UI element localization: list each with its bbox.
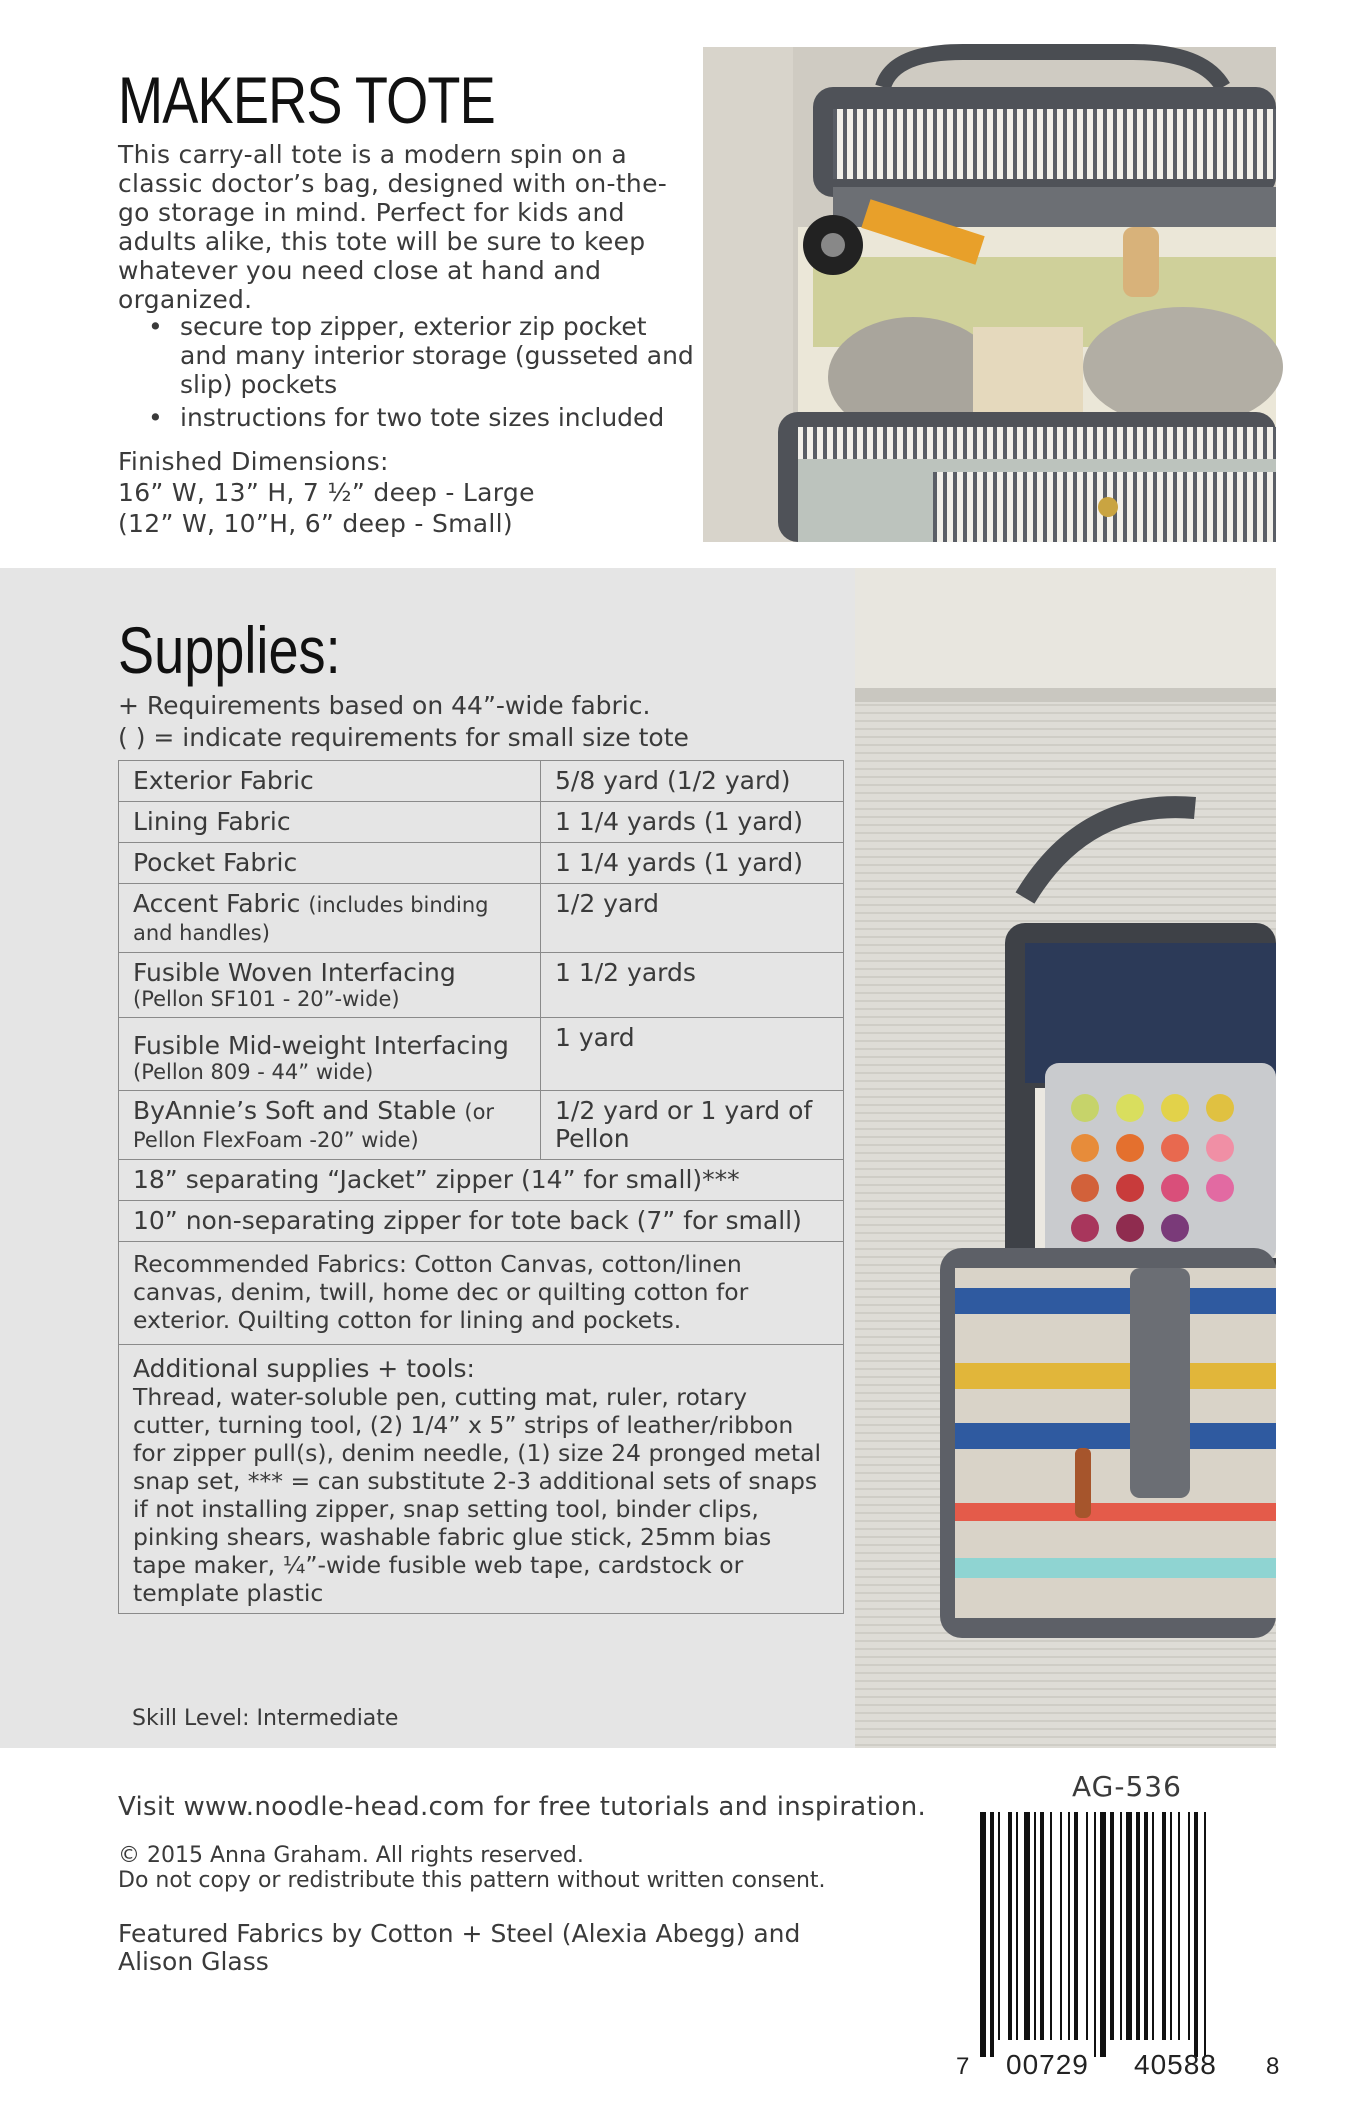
- supply-item: [119, 953, 541, 1018]
- dimensions-small: (12” W, 10”H, 6” deep - Small): [118, 509, 513, 538]
- barcode-bar: [1110, 1812, 1114, 2040]
- barcode-bar: [1040, 1812, 1044, 2040]
- additional-supplies-text: Thread, water-soluble pen, cutting mat, ruler, rotary cutter, turning tool, (2) 1/4” x 5” strips of leather/ribbon for zipper pull(s), denim needle, (1) size 24 pronged metal snap set, *** = can substitute 2-3 additional sets of snaps if not installing zipper, snap setting tool, binder clips, pinking shears, washable fabric glue stick, 25mm bias tape maker, ¼”-wide fusible web tape, cardstock or template plastic: [133, 1383, 822, 1607]
- pattern-title: MAKERS TOTE: [118, 63, 495, 137]
- additional-supplies: [119, 1345, 844, 1614]
- barcode-bar: [1016, 1812, 1018, 2040]
- barcode-bar: [1008, 1812, 1012, 2040]
- barcode-bar: [1120, 1812, 1122, 2040]
- table-row: [119, 843, 844, 884]
- barcode-bar: [1050, 1812, 1052, 2040]
- barcode: [956, 1812, 1280, 2082]
- supply-item-note: (Pellon 809 - 44” wide): [133, 1060, 374, 1084]
- supply-item: Exterior Fabric: [119, 761, 541, 802]
- tote-interior-illustration: [703, 47, 1276, 542]
- supply-amount: 1 yard: [541, 1018, 844, 1091]
- barcode-bar: [990, 1812, 994, 2057]
- barcode-group-right: 40588: [1134, 2049, 1217, 2080]
- barcode-bar: [1126, 1812, 1132, 2040]
- table-row: [119, 884, 844, 953]
- table-row: [119, 761, 844, 802]
- supply-item-name: Accent Fabric: [133, 889, 301, 918]
- zipper-back: 10” non-separating zipper for tote back (7” for small): [119, 1201, 844, 1242]
- table-row: [119, 1345, 844, 1614]
- barcode-bar: [1136, 1812, 1140, 2040]
- barcode-bar: [1188, 1812, 1190, 2040]
- supply-item: [119, 1018, 541, 1091]
- note-fabric-width: + Requirements based on 44”-wide fabric.: [118, 691, 651, 720]
- supply-amount: 1 1/4 yards (1 yard): [541, 843, 844, 884]
- barcode-bar: [1024, 1812, 1030, 2040]
- feature-item: • instructions for two tote sizes included: [140, 403, 700, 432]
- barcode-bar: [1170, 1812, 1172, 2040]
- table-row: [119, 1091, 844, 1160]
- supply-amount: 1 1/4 yards (1 yard): [541, 802, 844, 843]
- supply-item: Pocket Fabric: [119, 843, 541, 884]
- feature-list: [140, 312, 700, 436]
- barcode-bar: [980, 1812, 986, 2057]
- supply-amount: 1/2 yard or 1 yard of Pellon: [541, 1091, 844, 1160]
- redistribution-notice: Do not copy or redistribute this pattern without written consent.: [118, 1868, 826, 1893]
- barcode-bar: [1060, 1812, 1062, 2040]
- supply-item-name: Fusible Woven Interfacing: [133, 958, 456, 987]
- barcode-bar: [1204, 1812, 1206, 2057]
- barcode-group-left: 00729: [1006, 2049, 1089, 2080]
- supply-item-name: ByAnnie’s Soft and Stable: [133, 1096, 457, 1125]
- barcode-bar: [1068, 1812, 1070, 2040]
- website-promo: Visit www.noodle-head.com for free tutorials and inspiration.: [118, 1792, 927, 1822]
- dimensions-large: 16” W, 13” H, 7 ½” deep - Large: [118, 478, 535, 507]
- supply-item-name: Fusible Mid-weight Interfacing: [133, 1031, 509, 1060]
- supply-item-note: (Pellon SF101 - 20”-wide): [133, 987, 400, 1011]
- barcode-bar: [1194, 1812, 1198, 2057]
- table-row: [119, 1201, 844, 1242]
- barcode-bar: [1086, 1812, 1088, 2040]
- note-small-size: ( ) = indicate requirements for small size tote: [118, 723, 689, 752]
- barcode-digit-right: 8: [1266, 2053, 1280, 2080]
- barcode-bar: [1074, 1812, 1078, 2040]
- barcode-digit-left: 7: [956, 2053, 970, 2080]
- supply-amount: 1/2 yard: [541, 884, 844, 953]
- barcode-bar: [1152, 1812, 1154, 2040]
- table-row: [119, 1160, 844, 1201]
- table-row: [119, 1018, 844, 1091]
- tote-interior-photo: [703, 47, 1276, 542]
- feature-item: • secure top zipper, exterior zip pocket and many interior storage (gusseted and slip) pockets: [140, 312, 700, 399]
- barcode-graphic: [956, 1812, 1280, 2082]
- copyright-notice: [118, 1843, 826, 1893]
- barcode-bar: [1144, 1812, 1148, 2040]
- barcode-bar: [1178, 1812, 1180, 2040]
- product-code: AG-536: [1072, 1770, 1182, 1803]
- supply-amount: 1 1/2 yards: [541, 953, 844, 1018]
- table-row: [119, 802, 844, 843]
- supply-item: [119, 1091, 541, 1160]
- featured-fabrics: Featured Fabrics by Cotton + Steel (Alexia Abegg) and Alison Glass: [118, 1919, 801, 1976]
- copyright-line: © 2015 Anna Graham. All rights reserved.: [118, 1843, 584, 1868]
- additional-supplies-title: Additional supplies + tools:: [133, 1354, 475, 1383]
- supplies-title: Supplies:: [118, 613, 341, 687]
- intro-text: This carry-all tote is a modern spin on a classic doctor’s bag, designed with on-the-go storage in mind. Perfect for kids and adults alike, this tote will be sure to keep whatever you need close at hand and organized.: [118, 140, 668, 314]
- barcode-bar: [1162, 1812, 1166, 2040]
- recommended-fabrics: Recommended Fabrics: Cotton Canvas, cotton/linen canvas, denim, twill, home dec or quilting cotton for exterior. Quilting cotton for lining and pockets.: [119, 1242, 844, 1345]
- finished-dimensions: [118, 446, 535, 539]
- table-row: [119, 1242, 844, 1345]
- supply-item: Lining Fabric: [119, 802, 541, 843]
- tote-watercolor-illustration: [855, 568, 1276, 1748]
- barcode-bar: [998, 1812, 1000, 2040]
- supply-item-note: (includes binding and handles): [133, 893, 489, 945]
- dimensions-label: Finished Dimensions:: [118, 447, 389, 476]
- supply-item-note: (or Pellon FlexFoam -20” wide): [133, 1100, 495, 1152]
- zipper-jacket: 18” separating “Jacket” zipper (14” for small)***: [119, 1160, 844, 1201]
- barcode-bar: [1034, 1812, 1036, 2040]
- supplies-notes: [118, 690, 689, 754]
- skill-level: Skill Level: Intermediate: [132, 1706, 399, 1731]
- barcode-bar: [1094, 1812, 1096, 2057]
- supplies-table: [118, 760, 844, 1614]
- barcode-bar: [1100, 1812, 1106, 2057]
- supply-item: [119, 884, 541, 953]
- table-row: [119, 953, 844, 1018]
- supply-amount: 5/8 yard (1/2 yard): [541, 761, 844, 802]
- tote-watercolor-photo: [855, 568, 1276, 1748]
